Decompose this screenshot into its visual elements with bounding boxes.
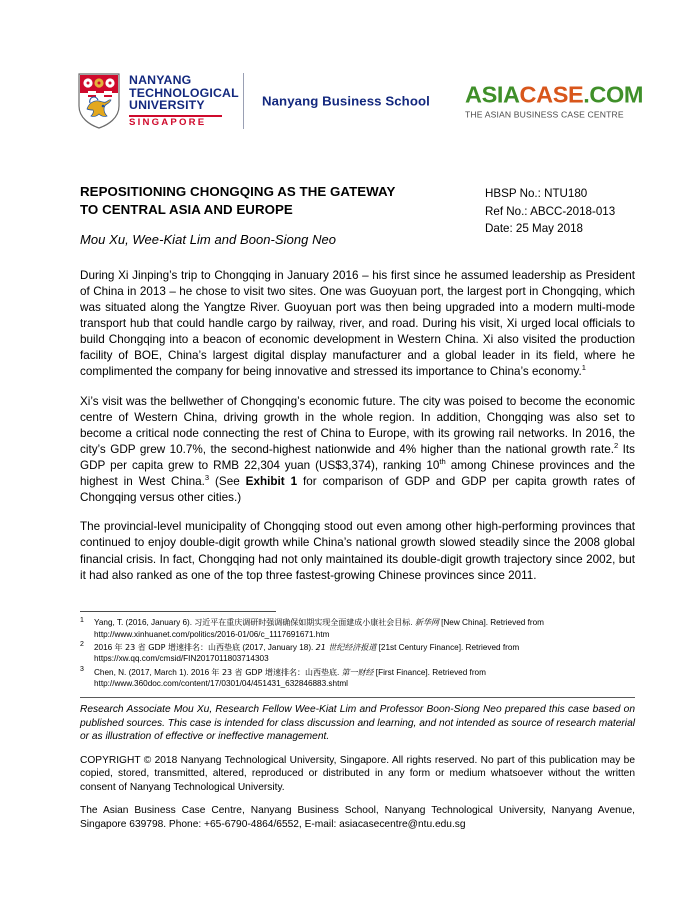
body-paragraph-3: The provincial-level municipality of Chongqing stood out even among other high-performing provinces that continued to enjoy double-digit growth while China’s national growth slowed steadily since the 2008 global financial crisis. In fact, Chongqing had not only maintained its double-digit growth trajectory since 2002, but it had also ranked as one of the top three fastest-growing Chinese provinces since 2011. <box>80 520 635 582</box>
footnote-text-post: [First Finance]. Retrieved from <box>373 667 486 677</box>
footnote-item <box>80 642 635 665</box>
footnote-ref-3: 3 <box>204 472 210 482</box>
authors-line: Mou Xu, Wee-Kiat Lim and Boon-Siong Neo <box>80 232 337 248</box>
header-divider <box>243 73 244 129</box>
publication-date: Date: 25 May 2018 <box>485 222 583 236</box>
footnote-text-post: [New China]. Retrieved from <box>438 618 544 627</box>
footnote-ref-1: 1 <box>581 363 586 373</box>
footnote-chinese-source: 新华网 <box>414 618 439 627</box>
footnote-url[interactable]: http://www.xinhuanet.com/politics/2016-01/06/c_1117691671.htm <box>94 629 330 639</box>
footnote-chinese-source: 21 世纪经济报道 <box>315 642 377 652</box>
ntu-wordmark <box>129 74 239 128</box>
footnote-url[interactable]: https://xw.qq.com/cmsid/FIN2017011803714303 <box>94 654 269 664</box>
credits-section <box>80 703 635 832</box>
footnote-text-mid: . <box>410 618 415 627</box>
asiacase-part-case: CASE <box>519 81 584 108</box>
footnote-chinese-source: 第一财经 <box>341 667 374 677</box>
paragraph-2-text-e: for comparison of GDP and GDP per capita growth rates of Chongqing versus other cities.) <box>80 474 635 504</box>
ntu-logo <box>78 68 239 134</box>
page-header <box>0 68 700 134</box>
credits-separator <box>80 697 635 698</box>
paragraph-2-text-d: (See <box>209 474 246 488</box>
title-line-1: REPOSITIONING CHONGQING AS THE GATEWAY <box>80 184 396 199</box>
ref-number: Ref No.: ABCC-2018-013 <box>485 204 616 218</box>
footnote-number: 1 <box>80 616 84 624</box>
footnote-item <box>80 617 635 640</box>
footnote-text-post: [21st Century Finance]. Retrieved from <box>376 642 520 652</box>
exhibit-reference: Exhibit 1 <box>245 474 298 488</box>
ordinal-suffix-th: th <box>439 456 446 466</box>
ntu-line-1: NANYANG <box>129 73 192 88</box>
footnote-text-mid: (2017, January 18). <box>240 642 316 652</box>
footnote-text-mid: . <box>336 667 342 677</box>
footnote-item <box>80 667 635 690</box>
title-block <box>80 183 635 247</box>
paragraph-2-text-b: Its GDP per capita grew to RMB 22,304 yuan (US$3,374), ranking 10 <box>80 442 636 472</box>
paragraph-1-text: During Xi Jinping’s trip to Chongqing in January 2016 – his first since he assumed leadership as President of China in 2013 – he chose to visit two sites. One was Guoyuan port, the largest port in Chongqing, which was situated along the Yangtze River. Guoyuan port was then being upgraded into a modern multi-mode transport hub that could handle cargo by railway, river, and road. During his visit, Xi urged local officials to build Chongqing into a beacon of economic development in Western China. Xi also visited the production facility of BOE, China’s largest digital display manufacturer and a global leader in its field, where he complimented the company for being innovative and stressed its importance to China’s economy. <box>80 269 635 379</box>
copyright-notice: COPYRIGHT © 2018 Nanyang Technological University, Singapore. All rights reserved. No part of this publication may be copied, stored, transmitted, altered, reproduced or distributed in any form or medium whatsoever without the written consent of Nanyang Technological University. <box>80 754 635 793</box>
ntu-shield-icon <box>78 73 120 129</box>
ntu-line-3: UNIVERSITY <box>129 98 205 113</box>
footnote-ref-2: 2 <box>613 440 619 450</box>
ntu-country-label: SINGAPORE <box>129 115 222 128</box>
footnote-number: 3 <box>80 666 84 674</box>
business-school-name: Nanyang Business School <box>262 93 430 109</box>
footnote-text-pre: 2016 <box>94 642 115 652</box>
paragraph-2-text-a: Xi’s visit was the bellwether of Chongqing’s economic future. The city was poised to become the economic centre of Western China, driving growth in the whole region. In addition, Chongqing was also set to become a critical node connecting the rest of China to Europe, with its growing rail networks. In 2016, the city’s GDP grew 10.7%, the second-highest nationwide and 4% higher than the national growth rate. <box>80 394 635 456</box>
footnote-chinese-text: 年 23 省 GDP 增速排名：山西垫底 <box>211 667 337 677</box>
asiacase-wordmark <box>465 83 643 107</box>
ntu-line-2: TECHNOLOGICAL <box>129 85 239 100</box>
contact-info: The Asian Business Case Centre, Nanyang Business School, Nanyang Technological University, Nanyang Avenue, Singapore 639798. Phone: +65-6790-4864/6552, E-mail: asiacasecentre@ntu.edu.sg <box>80 805 635 830</box>
footnote-url[interactable]: http://www.360doc.com/content/17/0301/04/451431_632846883.shtml <box>94 679 348 689</box>
title-left-column <box>80 183 450 247</box>
asiacase-part-com: .COM <box>583 81 644 108</box>
asiacase-part-asia: ASIA <box>465 81 520 108</box>
case-body <box>80 268 635 584</box>
asiacase-tagline: THE ASIAN BUSINESS CASE CENTRE <box>465 108 624 119</box>
case-metadata <box>485 185 615 238</box>
asiacase-logo <box>465 83 643 119</box>
footnote-text-pre: Yang, T. (2016, January 6). <box>94 618 195 627</box>
paragraph-2-text-c: among Chinese provinces and the highest in West China. <box>80 458 635 488</box>
footnotes-section <box>80 617 635 691</box>
page-title <box>80 183 450 218</box>
footnote-chinese-text: 习近平在重庆调研时强调确保如期实现全面建成小康社会目标 <box>194 618 411 627</box>
footnote-chinese-text: 年 23 省 GDP 增速排名：山西垫底 <box>114 642 241 652</box>
body-paragraph-1 <box>80 268 635 380</box>
footnote-number: 2 <box>80 641 84 649</box>
body-paragraph-2 <box>80 394 635 506</box>
footnote-separator <box>80 611 276 612</box>
research-credit-note: Research Associate Mou Xu, Research Fellow Wee-Kiat Lim and Professor Boon-Siong Neo prepared this case based on published sources. This case is intended for class discussion and learning, and not intended as source of research material or as illustration of effective or ineffective management. <box>80 704 635 743</box>
title-line-2: TO CENTRAL ASIA AND EUROPE <box>80 201 293 217</box>
footnote-text-pre: Chen, N. (2017, March 1). 2016 <box>94 667 212 677</box>
hbsp-number: HBSP No.: NTU180 <box>485 187 588 200</box>
